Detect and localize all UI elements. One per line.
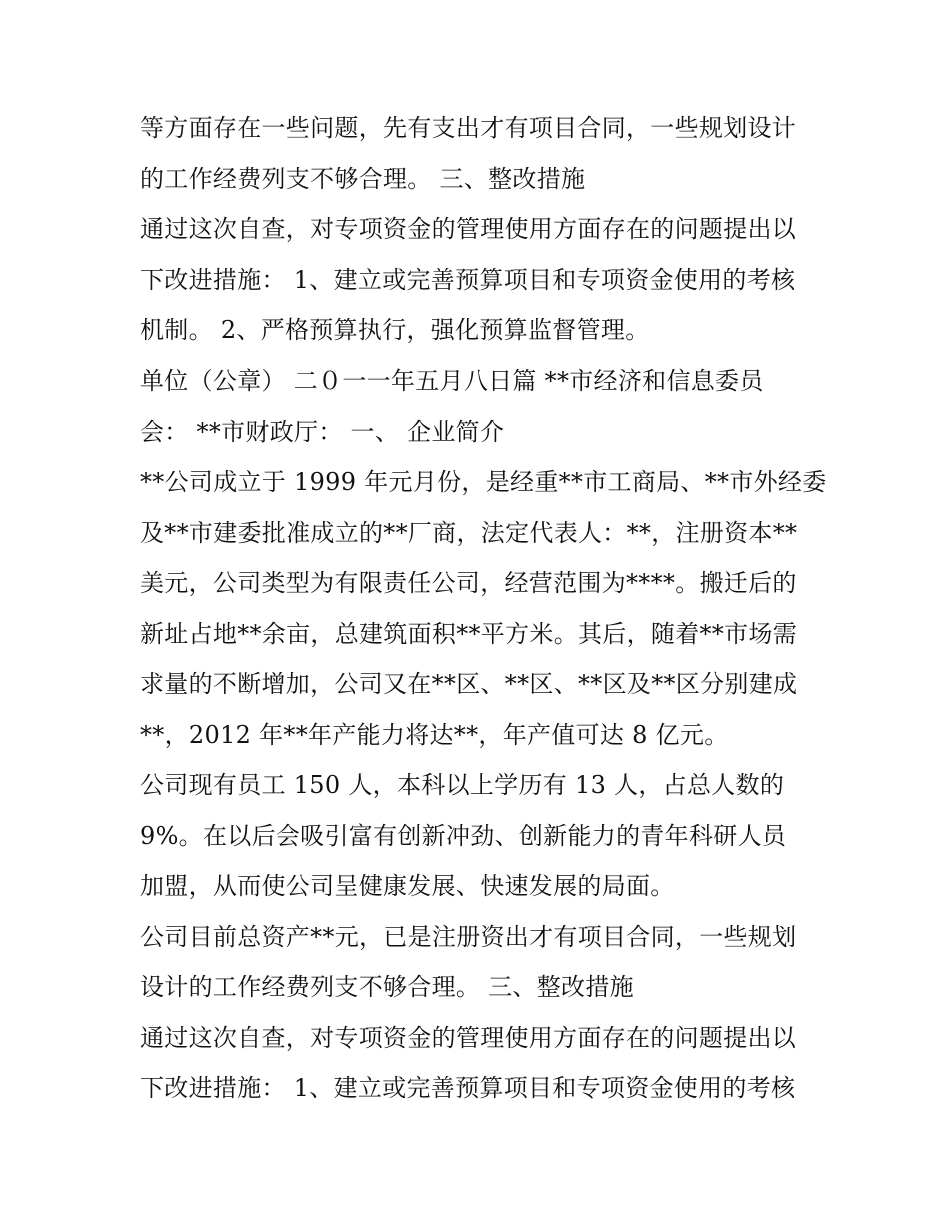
text-line: 会： **市财政厅： 一、 企业简介 (140, 418, 505, 446)
text-line: 公司目前总资产**元，已是注册资出才有项目合同，一些规划 (140, 923, 797, 951)
text-line: 通过这次自查，对专项资金的管理使用方面存在的问题提出以 (140, 215, 797, 243)
text-line: 机制。 2、严格预算执行，强化预算监督管理。 (140, 316, 650, 344)
text-line: 及**市建委批准成立的**厂商，法定代表人：**，注册资本** (140, 519, 798, 547)
text-line: 美元，公司类型为有限责任公司，经营范围为****。搬迁后的 (140, 569, 797, 597)
text-line: 求量的不断增加，公司又在**区、**区、**区及**区分别建成 (140, 670, 798, 698)
text-line: 单位（公章） 二０一一年五月八日篇 **市经济和信息委员 (140, 367, 764, 395)
text-line: 设计的工作经费列支不够合理。 三、整改措施 (140, 973, 634, 1001)
text-line: 加盟，从而使公司呈健康发展、快速发展的局面。 (140, 872, 675, 900)
text-line: **，2012 年**年产能力将达**，年产值可达 8 亿元。 (140, 721, 729, 749)
text-line: 新址占地**余亩，总建筑面积**平方米。其后，随着**市场需 (140, 620, 797, 648)
text-line: 下改进措施： 1、建立或完善预算项目和专项资金使用的考核 (140, 266, 796, 294)
text-line: 公司现有员工 150 人，本科以上学历有 13 人，占总人数的 (140, 771, 785, 799)
text-line: 等方面存在一些问题，先有支出才有项目合同，一些规划设计 (140, 114, 797, 142)
text-line: 下改进措施： 1、建立或完善预算项目和专项资金使用的考核 (140, 1074, 796, 1102)
text-line: **公司成立于 1999 年元月份，是经重**市工商局、**市外经委 (140, 468, 827, 496)
text-line: 9%。在以后会吸引富有创新冲劲、创新能力的青年科研人员 (140, 822, 787, 850)
text-line: 通过这次自查，对专项资金的管理使用方面存在的问题提出以 (140, 1024, 797, 1052)
text-line: 的工作经费列支不够合理。 三、整改措施 (140, 165, 586, 193)
